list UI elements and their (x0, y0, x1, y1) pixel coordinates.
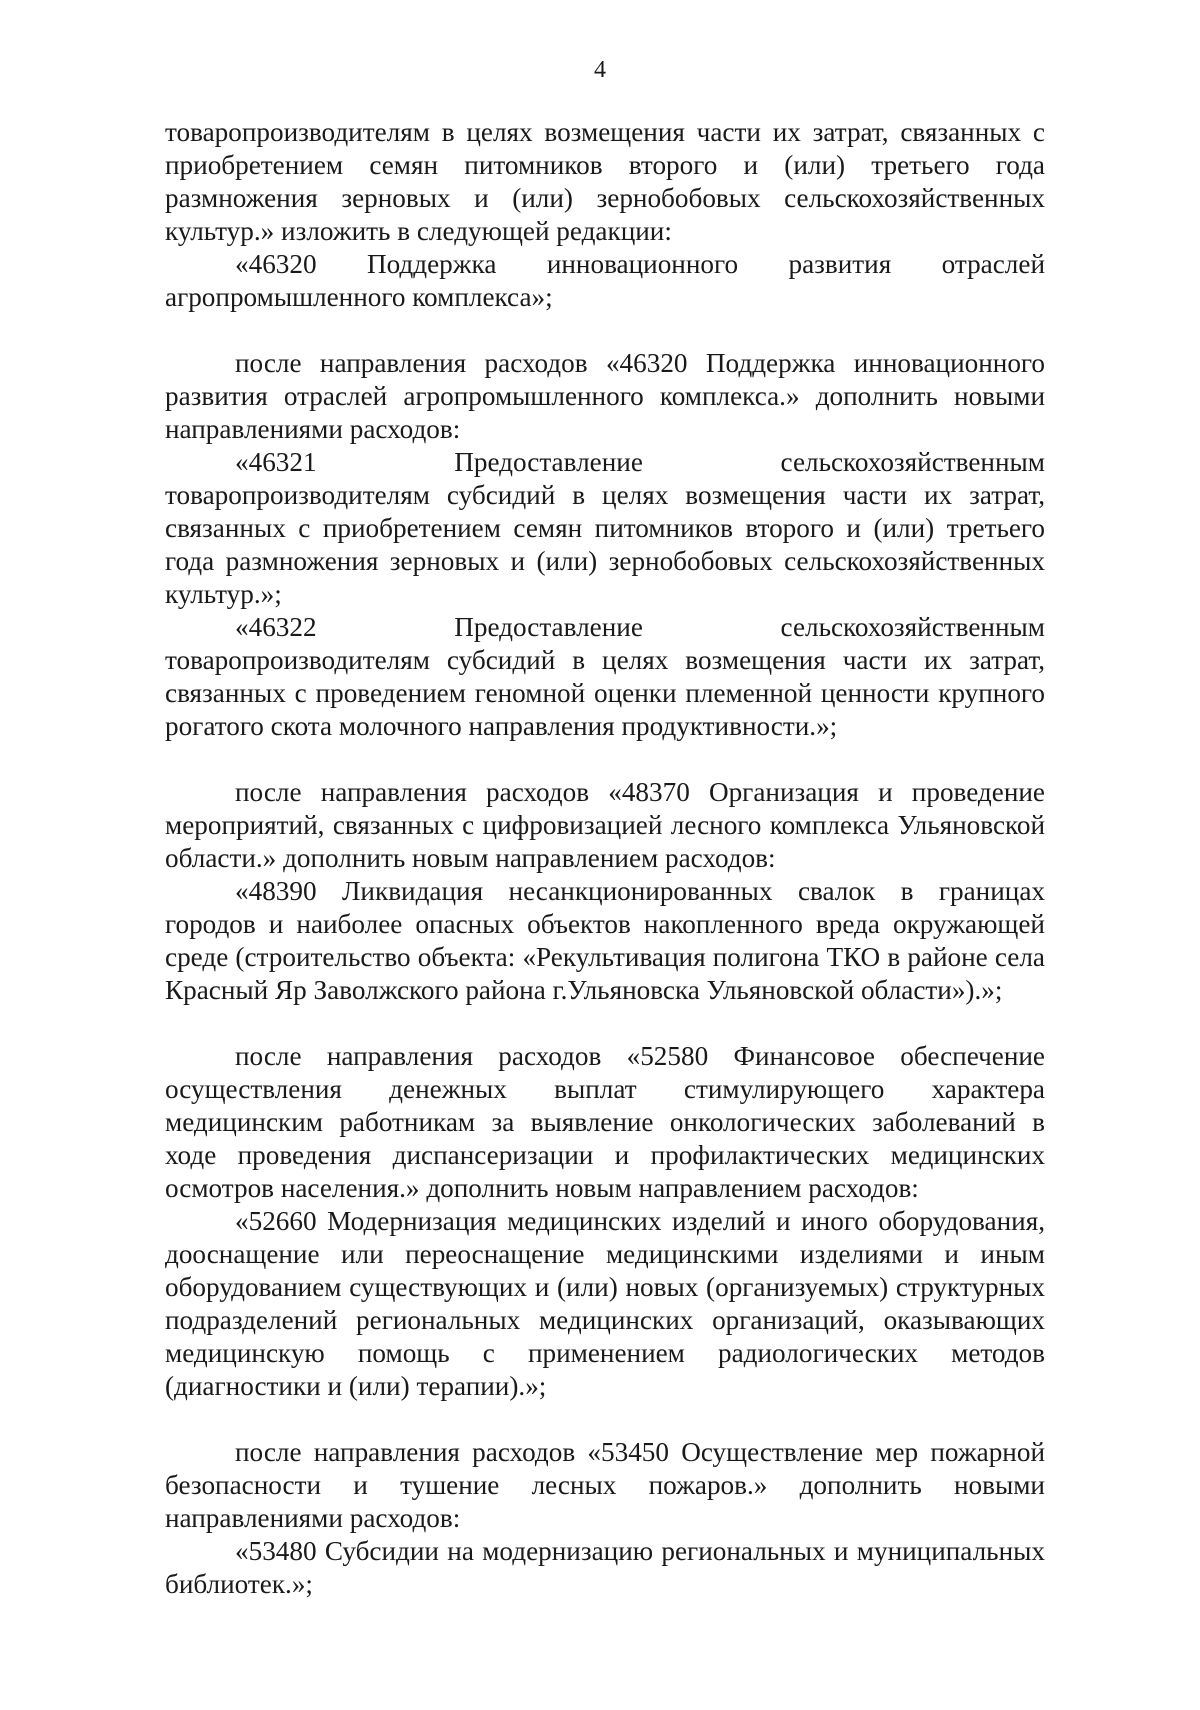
paragraph-amendment: после направления расходов «46320 Поддержка инновационного развития отраслей агропромышленного комплекса.» дополнить новыми направлениями расходов: (165, 348, 1045, 444)
paragraph-quoted-item: «53480 Субсидии на модернизацию региональных и муниципальных библиотек.»; (165, 1536, 1045, 1599)
paragraph-quoted-item: «46322 Предоставление сельскохозяйственным товаропроизводителям субсидий в целях возмещения части их затрат, связанных с проведением геномной оценки племенной ценности крупного рогатого скота молочного направления продуктивности.»; (165, 612, 1045, 741)
paragraph-quoted-item: «52660 Модернизация медицинских изделий и иного оборудования, дооснащение или переоснащение медицинскими изделиями и иным оборудованием существующих и (или) новых (организуемых) структурных подразделений региональных медицинских организаций, оказывающих медицинскую помощь с применением радиологических методов (диагностики и (или) терапии).»; (165, 1206, 1045, 1401)
paragraph-quoted-item: «48390 Ликвидация несанкционированных свалок в границах городов и наиболее опасных объектов накопленного вреда окружающей среде (строительство объекта: «Рекультивация полигона ТКО в районе села Красный Яр Заволжского района г.Ульяновска Ульяновской области»).»; (165, 876, 1045, 1005)
document-body (165, 116, 1045, 1601)
paragraph-quoted-item: «46321 Предоставление сельскохозяйственным товаропроизводителям субсидий в целях возмещения части их затрат, связанных с приобретением семян питомников второго и (или) третьего года размножения зерновых и (или) зернобобовых сельскохозяйственных культур.»; (165, 447, 1045, 609)
paragraph-continuation: товаропроизводителям в целях возмещения части их затрат, связанных с приобретением семян питомников второго и (или) третьего года размножения зерновых и (или) зернобобовых сельскохозяйственных культур.» изложить в следующей редакции: (165, 117, 1045, 246)
paragraph-amendment: после направления расходов «52580 Финансовое обеспечение осуществления денежных выплат стимулирующего характера медицинским работникам за выявление онкологических заболеваний в ходе проведения диспансеризации и профилактических медицинских осмотров населения.» дополнить новым направлением расходов: (165, 1041, 1045, 1203)
paragraph-amendment: после направления расходов «48370 Организация и проведение мероприятий, связанных с цифровизацией лесного комплекса Ульяновской области.» дополнить новым направлением расходов: (165, 777, 1045, 873)
page-number: 4 (594, 57, 606, 83)
paragraph-amendment: после направления расходов «53450 Осуществление мер пожарной безопасности и тушение лесных пожаров.» дополнить новыми направлениями расходов: (165, 1437, 1045, 1533)
paragraph-quoted-item: «46320 Поддержка инновационного развития отраслей агропромышленного комплекса»; (165, 249, 1045, 312)
